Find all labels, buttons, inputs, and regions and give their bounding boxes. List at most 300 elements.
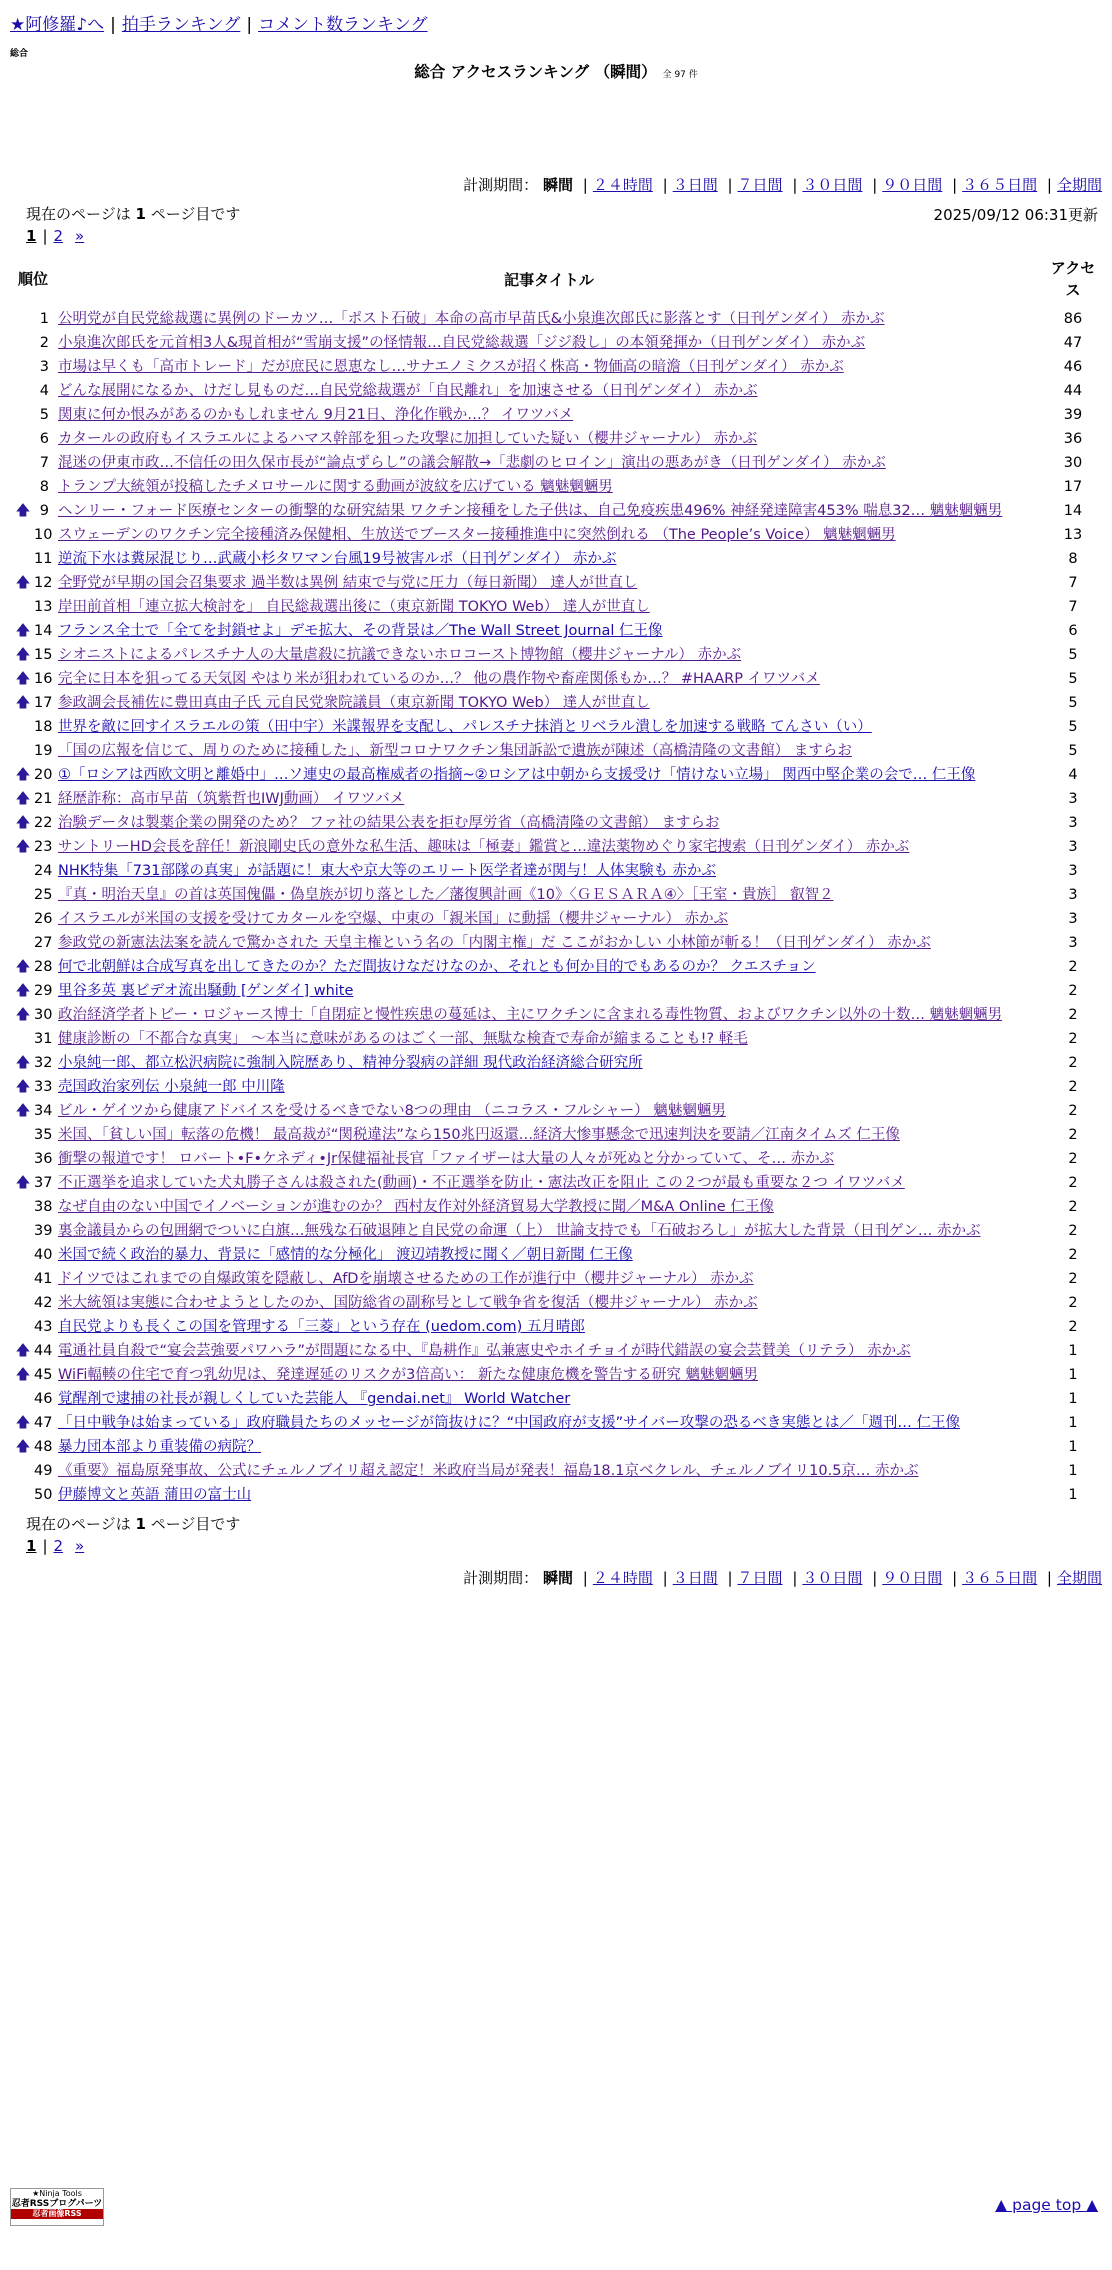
article-title-link[interactable]: スウェーデンのワクチン完全接種済み保健相、生放送でブースター接種推進中に突然倒れる （The People’s Voice） 魑魅魍魎男: [58, 527, 896, 543]
article-title-cell: [54, 1099, 1044, 1123]
article-title-link[interactable]: 伊藤博文と英語 蒲田の富士山: [58, 1487, 252, 1503]
period-link-3d[interactable]: ３日間: [672, 176, 718, 194]
period-link-30d[interactable]: ３０日間: [802, 1569, 863, 1587]
rank-number: 21: [34, 791, 53, 807]
table-row: [12, 859, 1102, 883]
article-title-link[interactable]: 暴力団本部より重装備の病院？: [58, 1439, 262, 1455]
rank-number: 35: [34, 1127, 53, 1143]
rank-number: 10: [34, 527, 53, 543]
table-row: [12, 1435, 1102, 1459]
nav-separator: |: [246, 15, 253, 35]
table-row: [12, 571, 1102, 595]
access-count: 5: [1068, 647, 1078, 663]
table-row: [12, 739, 1102, 763]
rank-arrow-cell: [12, 907, 34, 931]
table-row: [12, 523, 1102, 547]
article-title-cell: [54, 595, 1044, 619]
table-row: [12, 595, 1102, 619]
article-title-link[interactable]: 岸田前首相「連立拡大検討を」 自民総裁選出後に（東京新聞 TOKYO Web） 達人が世直し: [58, 599, 650, 615]
article-title-cell: [54, 763, 1044, 787]
table-row: [12, 379, 1102, 403]
table-row: [12, 1147, 1102, 1171]
access-count: 8: [1068, 551, 1078, 567]
rank-number: 2: [39, 335, 50, 351]
rank-up-arrow-icon: 🡅: [15, 671, 31, 687]
access-count: 3: [1068, 911, 1078, 927]
rank-arrow-cell: [12, 451, 34, 475]
article-title-link[interactable]: 「国の広報を信じて、周りのために接種した」、新型コロナワクチン集団訴訟で遺族が陳述（高橋清隆の文書館） ますらお: [58, 743, 852, 759]
access-count: 1: [1068, 1367, 1078, 1383]
period-link-365d[interactable]: ３６５日間: [962, 176, 1038, 194]
article-title-link[interactable]: 完全に日本を狙ってる天気図 やはり米が狙われているのか…？ 他の農作物や畜産関係もか…？ #HAARP イワツバメ: [58, 671, 820, 687]
rank-up-arrow-icon: 🡅: [15, 647, 31, 663]
article-title-link[interactable]: 売国政治家列伝 小泉純一郎 中川隆: [58, 1079, 285, 1095]
table-row: [12, 1123, 1102, 1147]
rank-arrow-cell: [12, 1147, 34, 1171]
access-count: 2: [1068, 1007, 1078, 1023]
article-title-cell: [54, 427, 1044, 451]
rank-number: 22: [34, 815, 53, 831]
article-title-cell: [54, 715, 1044, 739]
access-count: 2: [1068, 1055, 1078, 1071]
pager-next[interactable]: »: [75, 227, 85, 245]
table-row: [12, 1171, 1102, 1195]
table-row: [12, 1411, 1102, 1435]
article-title-cell: [54, 331, 1044, 355]
article-title-cell: [54, 739, 1044, 763]
access-count: 1: [1068, 1415, 1078, 1431]
rank-arrow-cell: [12, 1387, 34, 1411]
rank-number: 26: [34, 911, 53, 927]
article-title-cell: [54, 475, 1044, 499]
article-title-cell: [54, 883, 1044, 907]
rank-arrow-cell: [12, 595, 34, 619]
period-link-90d[interactable]: ９０日間: [882, 176, 943, 194]
access-count: 3: [1068, 815, 1078, 831]
access-count: 4: [1068, 767, 1078, 783]
access-count: 47: [1063, 335, 1083, 351]
article-title-cell: [54, 1267, 1044, 1291]
article-title-link[interactable]: 小泉純一郎、都立松沢病院に強制入院歴あり、精神分裂病の詳細 現代政治経済総合研究所: [58, 1055, 643, 1071]
table-row: [12, 715, 1102, 739]
logo-top-text: ★Ninja Tools: [32, 2189, 82, 2198]
period-current: 瞬間: [542, 176, 573, 194]
article-title-link[interactable]: トランプ大統領が投稿したチメロサールに関する動画が波紋を広げている 魑魅魍魎男: [58, 479, 613, 495]
rank-up-arrow-icon: 🡅: [15, 1007, 31, 1023]
rank-arrow-cell: [12, 1027, 34, 1051]
table-header-row: [12, 251, 1102, 307]
article-title-cell: [54, 619, 1044, 643]
article-title-link[interactable]: 参政調会長補佐に豊田真由子氏 元自民党衆院議員（東京新聞 TOKYO Web） 達人が世直し: [58, 695, 650, 711]
rank-up-arrow-icon: 🡅: [15, 1415, 31, 1431]
article-title-cell: [54, 859, 1044, 883]
rank-number: 8: [39, 479, 50, 495]
article-title-cell: [54, 1315, 1044, 1339]
article-title-link[interactable]: 《重要》福島原発事故、公式にチェルノブイリ超え認定！米政府当局が発表！福島18.1京ベクレル、チェルノブイリ10.5京… 赤かぶ: [58, 1463, 919, 1479]
rank-arrow-cell: [12, 307, 34, 331]
ranking-body: [12, 307, 1102, 1507]
access-count: 1: [1068, 1391, 1078, 1407]
rank-arrow-cell: [12, 1483, 34, 1507]
article-title-cell: [54, 931, 1044, 955]
article-title-cell: [54, 1291, 1044, 1315]
article-title-cell: [54, 835, 1044, 859]
article-title-cell: [54, 1363, 1044, 1387]
article-title-cell: [54, 643, 1044, 667]
ranking-table: [12, 251, 1102, 1507]
article-title-link[interactable]: 参政党の新憲法法案を読んで驚かされた 天皇主権という名の「内閣主権」だ ここがおかしい 小林節が斬る！（日刊ゲンダイ） 赤かぶ: [58, 935, 931, 951]
table-row: [12, 1267, 1102, 1291]
ninja-tools-logo[interactable]: [10, 2188, 104, 2226]
rank-arrow-cell: [12, 1315, 34, 1339]
rank-number: 14: [34, 623, 53, 639]
rank-arrow-cell: [12, 547, 34, 571]
rank-number: 9: [39, 503, 50, 519]
period-current: 瞬間: [542, 1569, 573, 1587]
article-title-cell: [54, 1123, 1044, 1147]
access-count: 5: [1068, 743, 1078, 759]
rank-up-arrow-icon: 🡅: [15, 1055, 31, 1071]
rank-up-arrow-icon: 🡅: [15, 575, 31, 591]
article-title-cell: [54, 979, 1044, 1003]
rank-up-arrow-icon: 🡅: [15, 1103, 31, 1119]
rank-arrow-cell: [12, 379, 34, 403]
current-page-number: 1: [135, 1515, 146, 1533]
rank-up-arrow-icon: 🡅: [15, 1079, 31, 1095]
table-row: [12, 307, 1102, 331]
category-label: 総合: [10, 49, 29, 59]
article-title-cell: [54, 523, 1044, 547]
access-count: 3: [1068, 887, 1078, 903]
page-info-bottom: 現在のページは 1 ページ目です: [26, 1515, 241, 1533]
access-count: 13: [1063, 527, 1083, 543]
article-title-link[interactable]: NHK特集「731部隊の真実」が話題に！東大や京大等のエリート医学者達が関与！人体実験も 赤かぶ: [58, 863, 717, 879]
rank-number: 48: [34, 1439, 53, 1455]
article-title-cell: [54, 403, 1044, 427]
period-link-all[interactable]: 全期間: [1056, 1569, 1102, 1587]
article-title-link[interactable]: 何で北朝鮮は合成写真を出してきたのか？ただ間抜けなだけなのか、それとも何か目的でもあるのか？ クエスチョン: [58, 959, 816, 975]
rank-number: 7: [39, 455, 50, 471]
rank-number: 34: [34, 1103, 53, 1119]
period-link-24h[interactable]: ２４時間: [592, 176, 653, 194]
article-title-link[interactable]: WiFi輻輳の住宅で育つ乳幼児は、発達遅延のリスクが3倍高い： 新たな健康危機を警告する研究 魑魅魍魎男: [58, 1367, 759, 1383]
access-count: 46: [1063, 359, 1083, 375]
header-rank: 順位: [18, 270, 49, 288]
access-count: 1: [1068, 1343, 1078, 1359]
article-title-cell: [54, 1003, 1044, 1027]
article-title-cell: [54, 499, 1044, 523]
access-count: 2: [1068, 1151, 1078, 1167]
article-title-link[interactable]: 市場は早くも「高市トレード」だが庶民に恩恵なし…サナエノミクスが招く株高・物価高の暗澹（日刊ゲンダイ） 赤かぶ: [58, 359, 844, 375]
access-count: 3: [1068, 791, 1078, 807]
article-title-link[interactable]: 「日中戦争は始まっている」政府職員たちのメッセージが筒抜けに？“中国政府が支援”サイバー攻撃の恐るべき実態とは／「週刊… 仁王像: [58, 1415, 960, 1431]
rank-number: 30: [34, 1007, 53, 1023]
article-title-link[interactable]: 治験データは製薬企業の開発のため？ ファ社の結果公表を拒む厚労省（高橋清隆の文書館） ますらお: [58, 815, 720, 831]
article-title-cell: [54, 547, 1044, 571]
article-title-link[interactable]: 不正選挙を追求していた犬丸勝子さんは殺された(動画)・不正選挙を防止・憲法改正を阻止 この２つが最も重要な２つ イワツバメ: [58, 1175, 905, 1191]
article-title-link[interactable]: 覚醒剤で逮捕の社長が親しくしていた芸能人 『gendai.net』 World Watcher: [58, 1391, 571, 1407]
access-count: 3: [1068, 935, 1078, 951]
table-row: [12, 1483, 1102, 1507]
rank-number: 31: [34, 1031, 53, 1047]
comment-ranking-link[interactable]: コメント数ランキング: [258, 15, 428, 35]
article-title-link[interactable]: サントリーHD会長を辞任！新浪剛史氏の意外な私生活、趣味は「極妻」鑑賞と…違法薬物めぐり家宅捜索（日刊ゲンダイ） 赤かぶ: [58, 839, 910, 855]
rank-number: 15: [34, 647, 53, 663]
article-title-link[interactable]: 全野党が早期の国会召集要求 過半数は異例 結束で与党に圧力（毎日新聞） 達人が世直し: [58, 575, 638, 591]
article-title-link[interactable]: 自民党よりも長くこの国を管理する「三菱」という存在 (uedom.com) 五月晴郎: [58, 1319, 585, 1335]
period-link-30d[interactable]: ３０日間: [802, 176, 863, 194]
article-title-link[interactable]: どんな展開になるか、けだし見ものだ…自民党総裁選が「自民離れ」を加速させる（日刊ゲンダイ） 赤かぶ: [58, 383, 758, 399]
article-title-link[interactable]: 世界を敵に回すイスラエルの策（田中宇）米諜報界を支配し、パレスチナ抹消とリベラル潰しを加速する戦略 てんさい（い）: [58, 719, 872, 735]
header-access: アクセス: [1050, 259, 1096, 299]
rank-arrow-cell: [12, 1243, 34, 1267]
article-title-link[interactable]: 米国で続く政治的暴力、背景に「感情的な分極化」 渡辺靖教授に聞く／朝日新聞 仁王像: [58, 1247, 633, 1263]
access-count: 2: [1068, 959, 1078, 975]
table-row: [12, 1075, 1102, 1099]
page-title-text: 総合 アクセスランキング （瞬間）: [414, 63, 657, 81]
access-count: 1: [1068, 1463, 1078, 1479]
table-row: [12, 691, 1102, 715]
rank-number: 37: [34, 1175, 53, 1191]
article-title-link[interactable]: 混迷の伊東市政…不信任の田久保市長が“論点ずらし”の議会解散→「悲劇のヒロイン」演出の悪あがき（日刊ゲンダイ） 赤かぶ: [58, 455, 886, 471]
table-row: [12, 427, 1102, 451]
rank-arrow-cell: [12, 1459, 34, 1483]
access-count: 2: [1068, 1175, 1078, 1191]
rank-number: 33: [34, 1079, 53, 1095]
home-link[interactable]: ★阿修羅♪へ: [10, 15, 105, 35]
rank-up-arrow-icon: 🡅: [15, 1439, 31, 1455]
article-title-link[interactable]: 米大統領は実態に合わせようとしたのか、国防総省の副称号として戦争省を復活（櫻井ジャーナル） 赤かぶ: [58, 1295, 758, 1311]
rank-up-arrow-icon: 🡅: [15, 959, 31, 975]
pager-bottom: 1 | 2 »: [26, 1537, 85, 1555]
access-count: 5: [1068, 695, 1078, 711]
article-title-link[interactable]: 関東に何か恨みがあるのかもしれません 9月21日、浄化作戦か…？ イワツバメ: [58, 407, 574, 423]
period-selector-top: 計測期間： 瞬間 | ２４時間 | ３日間 | ７日間 | ３０日間 | ９０日間 | ３６５日間 | 全期間: [463, 176, 1102, 194]
article-title-link[interactable]: なぜ自由のない中国でイノベーションが進むのか？ 西村友作対外経済貿易大学教授に聞／M&A Online 仁王像: [58, 1199, 774, 1215]
updated-timestamp: 2025/09/12 06:31更新: [933, 206, 1098, 224]
rank-arrow-cell: [12, 1123, 34, 1147]
access-count: 6: [1068, 623, 1078, 639]
rank-number: 45: [34, 1367, 53, 1383]
article-title-link[interactable]: カタールの政府もイスラエルによるハマス幹部を狙った攻撃に加担していた疑い（櫻井ジャーナル） 赤かぶ: [58, 431, 758, 447]
access-count: 5: [1068, 671, 1078, 687]
article-title-link[interactable]: ヘンリー・フォード医療センターの衝撃的な研究結果 ワクチン接種をした子供は、自己免疫疾患496% 神経発達障害453% 喘息32… 魑魅魍魎男: [58, 503, 1003, 519]
article-title-link[interactable]: 電通社員自殺で“宴会芸強要パワハラ”が問題になる中、『島耕作』弘兼憲史やホイチョイが時代錯誤の宴会芸賛美（リテラ） 赤かぶ: [58, 1343, 911, 1359]
access-count: 7: [1068, 599, 1078, 615]
table-row: [12, 1243, 1102, 1267]
rank-number: 6: [39, 431, 50, 447]
rank-number: 28: [34, 959, 53, 975]
table-row: [12, 1099, 1102, 1123]
access-count: 3: [1068, 839, 1078, 855]
period-label: 計測期間：: [463, 1569, 539, 1587]
access-count: 1: [1068, 1439, 1078, 1455]
table-row: [12, 1291, 1102, 1315]
access-count: 44: [1063, 383, 1083, 399]
article-title-cell: [54, 1171, 1044, 1195]
article-title-link[interactable]: 米国、「貧しい国」転落の危機！ 最高裁が“関税違法”なら150兆円返還…経済大惨事懸念で迅速判決を要請／江南タイムズ 仁王像: [58, 1127, 900, 1143]
access-count: 3: [1068, 863, 1078, 879]
article-title-link[interactable]: ドイツではこれまでの自爆政策を隠蔽し、AfDを崩壊させるための工作が進行中（櫻井ジャーナル） 赤かぶ: [58, 1271, 754, 1287]
article-title-link[interactable]: 逆流下水は糞尿混じり…武蔵小杉タワマン台風19号被害ルポ（日刊ゲンダイ） 赤かぶ: [58, 551, 617, 567]
rank-arrow-cell: [12, 1291, 34, 1315]
table-row: [12, 475, 1102, 499]
rank-arrow-cell: [12, 1195, 34, 1219]
period-link-3d[interactable]: ３日間: [672, 1569, 718, 1587]
article-title-link[interactable]: 政治経済学者トビー・ロジャース博士「自閉症と慢性疾患の蔓延は、主にワクチンに含まれる毒性物質、およびワクチン以外の十数… 魑魅魍魎男: [58, 1007, 1003, 1023]
access-count: 2: [1068, 1319, 1078, 1335]
rank-number: 3: [39, 359, 50, 375]
page-info-top: 現在のページは 1 ページ目です: [26, 205, 241, 223]
table-row: [12, 355, 1102, 379]
rank-number: 13: [34, 599, 53, 615]
article-title-link[interactable]: 健康診断の「不都合な真実」 ～本当に意味があるのはごく一部、無駄な検査で寿命が縮まることも!? 軽毛: [58, 1031, 748, 1047]
rank-number: 17: [34, 695, 53, 711]
rank-number: 44: [34, 1343, 53, 1359]
rank-arrow-cell: [12, 1219, 34, 1243]
rank-number: 49: [34, 1463, 53, 1479]
article-title-cell: [54, 1219, 1044, 1243]
header-title: 記事タイトル: [504, 270, 594, 289]
access-count: 39: [1063, 407, 1083, 423]
table-row: [12, 1219, 1102, 1243]
logo-bottom-text: 忍者画像RSS: [11, 2209, 103, 2219]
access-count: 5: [1068, 719, 1078, 735]
article-title-link[interactable]: シオニストによるパレスチナ人の大量虐殺に抗議できないホロコースト博物館（櫻井ジャーナル） 赤かぶ: [58, 647, 742, 663]
article-title-link[interactable]: 小泉進次郎氏を元首相3人&現首相が“雪崩支援”の怪情報…自民党総裁選「ジジ殺し」の本領発揮か（日刊ゲンダイ） 赤かぶ: [58, 335, 866, 351]
access-count: 36: [1063, 431, 1083, 447]
article-title-link[interactable]: 『真・明治天皇』の首は英国傀儡・偽皇族が切り落とした／藩復興計画《10》〈ＧＥＳＡＲＡ④〉［王室・貴族］ 叡智２: [58, 887, 834, 903]
article-title-link[interactable]: 里谷多英 裏ビデオ流出騒動 [ゲンダイ] white: [58, 983, 354, 999]
current-page-number: 1: [135, 205, 146, 223]
table-row: [12, 835, 1102, 859]
article-title-cell: [54, 1387, 1044, 1411]
article-title-link[interactable]: 裏金議員からの包囲網でついに白旗…無残な石破退陣と自民党の命運（上） 世論支持でも「石破おろし」が拡大した背景（日刊ゲン… 赤かぶ: [58, 1223, 981, 1239]
pager-current: 1: [26, 1537, 37, 1555]
article-title-cell: [54, 451, 1044, 475]
article-title-cell: [54, 571, 1044, 595]
applause-ranking-link[interactable]: 拍手ランキング: [121, 15, 241, 35]
period-link-all[interactable]: 全期間: [1056, 176, 1102, 194]
access-count: 2: [1068, 1271, 1078, 1287]
rank-arrow-cell: [12, 331, 34, 355]
access-count: 17: [1063, 479, 1083, 495]
article-title-cell: [54, 691, 1044, 715]
article-title-cell: [54, 1027, 1044, 1051]
pager-next[interactable]: »: [75, 1537, 85, 1555]
article-title-cell: [54, 1075, 1044, 1099]
rank-up-arrow-icon: 🡅: [15, 767, 31, 783]
table-row: [12, 1027, 1102, 1051]
rank-up-arrow-icon: 🡅: [15, 503, 31, 519]
article-title-link[interactable]: イスラエルが米国の支援を受けてカタールを空爆、中東の「親米国」に動揺（櫻井ジャーナル） 赤かぶ: [58, 911, 729, 927]
period-label: 計測期間：: [463, 176, 539, 194]
table-row: [12, 643, 1102, 667]
article-title-cell: [54, 307, 1044, 331]
pager-current: 1: [26, 227, 37, 245]
rank-number: 12: [34, 575, 53, 591]
period-link-365d[interactable]: ３６５日間: [962, 1569, 1038, 1587]
rank-arrow-cell: [12, 403, 34, 427]
period-link-24h[interactable]: ２４時間: [592, 1569, 653, 1587]
article-title-link[interactable]: フランス全土で「全てを封鎖せよ」デモ拡大、その背景は／The Wall Street Journal 仁王像: [58, 623, 663, 639]
period-link-90d[interactable]: ９０日間: [882, 1569, 943, 1587]
rank-arrow-cell: [12, 931, 34, 955]
pager-page-2[interactable]: 2: [53, 227, 64, 245]
rank-number: 38: [34, 1199, 53, 1215]
rank-number: 1: [39, 311, 50, 327]
rank-number: 39: [34, 1223, 53, 1239]
rank-number: 41: [34, 1271, 53, 1287]
rank-number: 40: [34, 1247, 53, 1263]
article-title-cell: [54, 1483, 1044, 1507]
period-link-7d[interactable]: ７日間: [737, 176, 783, 194]
nav-separator: |: [110, 15, 116, 35]
rank-number: 16: [34, 671, 53, 687]
access-count: 2: [1068, 1079, 1078, 1095]
rank-up-arrow-icon: 🡅: [15, 815, 31, 831]
table-row: [12, 499, 1102, 523]
rank-number: 11: [34, 551, 53, 567]
article-title-cell: [54, 1435, 1044, 1459]
table-row: [12, 1363, 1102, 1387]
rank-up-arrow-icon: 🡅: [15, 839, 31, 855]
table-row: [12, 955, 1102, 979]
table-row: [12, 1195, 1102, 1219]
rank-number: 47: [34, 1415, 53, 1431]
period-link-7d[interactable]: ７日間: [737, 1569, 783, 1587]
table-row: [12, 1315, 1102, 1339]
article-title-link[interactable]: ビル・ゲイツから健康アドバイスを受けるべきでない8つの理由 （ニコラス・フルシャー） 魑魅魍魎男: [58, 1103, 726, 1119]
rank-up-arrow-icon: 🡅: [15, 1343, 31, 1359]
article-title-cell: [54, 811, 1044, 835]
article-title-cell: [54, 955, 1044, 979]
table-row: [12, 811, 1102, 835]
logo-mid-text: 忍者RSSブログパーツ: [11, 2199, 103, 2209]
article-title-link[interactable]: ①「ロシアは西欧文明と離婚中」…ソ連史の最高権威者の指摘~②ロシアは中朝から支援受け「情けない立場」 関西中堅企業の会で… 仁王像: [58, 767, 976, 783]
article-title-cell: [54, 787, 1044, 811]
table-row: [12, 1459, 1102, 1483]
access-count: 2: [1068, 1199, 1078, 1215]
table-row: [12, 1003, 1102, 1027]
rank-number: 42: [34, 1295, 53, 1311]
article-title-cell: [54, 667, 1044, 691]
rank-arrow-cell: [12, 1267, 34, 1291]
article-title-link[interactable]: 経歴詐称：高市早苗（筑紫哲也IWJ動画） イワツバメ: [58, 791, 405, 807]
table-row: [12, 763, 1102, 787]
rank-number: 23: [34, 839, 53, 855]
page-top-link[interactable]: ▲ page top ▲: [995, 2196, 1098, 2214]
rank-arrow-cell: [12, 427, 34, 451]
article-title-link[interactable]: 衝撃の報道です！ ロバート•F•ケネディ•Jr保健福祉長官「ファイザーは大量の人々が死ぬと分かっていて、そ… 赤かぶ: [58, 1151, 835, 1167]
table-row: [12, 883, 1102, 907]
article-title-cell: [54, 1411, 1044, 1435]
table-row: [12, 1339, 1102, 1363]
table-row: [12, 403, 1102, 427]
rank-number: 36: [34, 1151, 53, 1167]
access-count: 86: [1063, 311, 1083, 327]
article-title-link[interactable]: 公明党が自民党総裁選に異例のドーカツ…「ポスト石破」本命の高市早苗氏&小泉進次郎氏に影落とす（日刊ゲンダイ） 赤かぶ: [58, 311, 885, 327]
rank-up-arrow-icon: 🡅: [15, 791, 31, 807]
table-row: [12, 547, 1102, 571]
pager-page-2[interactable]: 2: [53, 1537, 64, 1555]
rank-number: 5: [39, 407, 50, 423]
rank-arrow-cell: [12, 355, 34, 379]
rank-up-arrow-icon: 🡅: [15, 1367, 31, 1383]
rank-number: 24: [34, 863, 53, 879]
page-title: [0, 60, 1112, 82]
rank-arrow-cell: [12, 715, 34, 739]
